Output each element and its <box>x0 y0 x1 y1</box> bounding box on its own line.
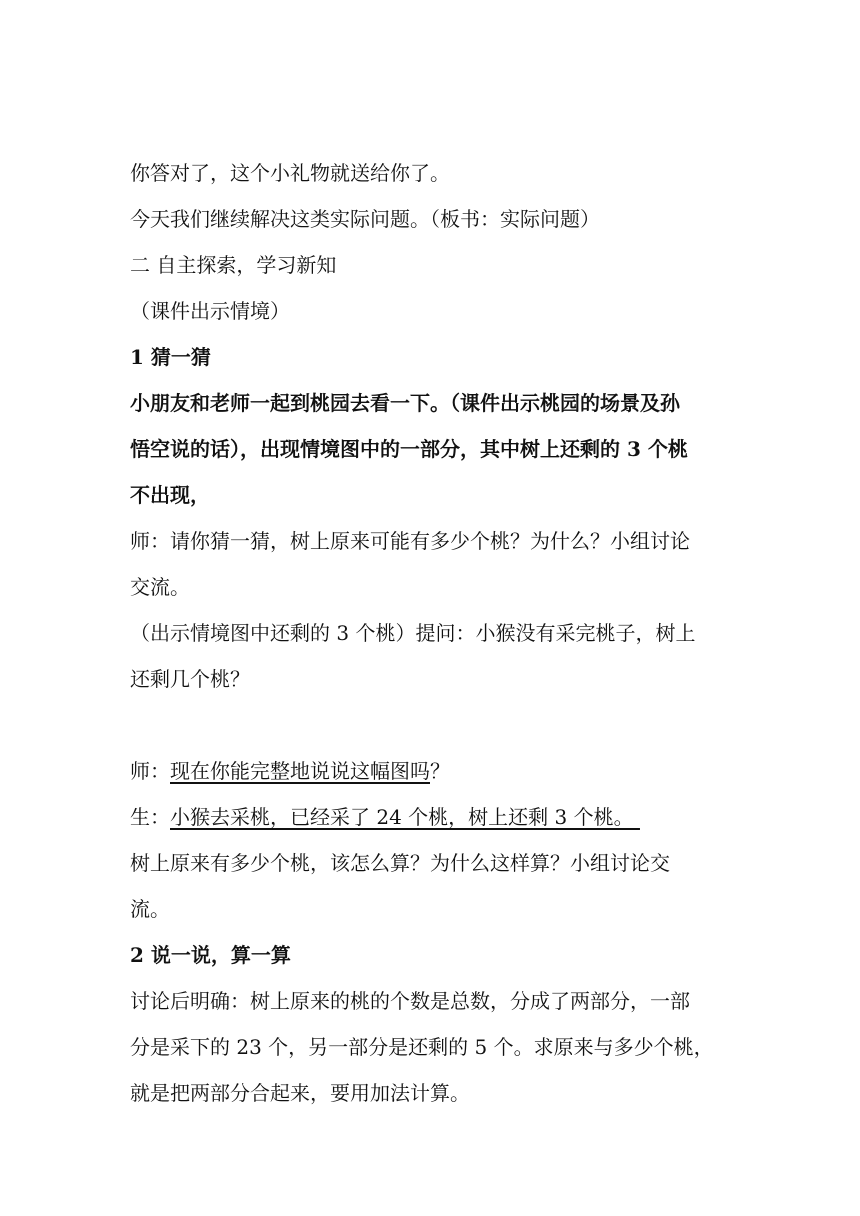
question-mark: ？ <box>430 759 450 783</box>
text-line-today-topic: 今天我们继续解决这类实际问题。（板书：实际问题） <box>130 207 600 231</box>
text-line-reward: 你答对了，这个小礼物就送给你了。 <box>130 161 450 185</box>
section-heading-explore: 二 自主探索，学习新知 <box>130 253 337 277</box>
paragraph-line: 师：请你猜一猜，树上原来可能有多少个桃？为什么？小组讨论 <box>130 529 690 553</box>
paragraph-line: 就是把两部分合起来，要用加法计算。 <box>130 1081 470 1105</box>
blank-line <box>130 702 736 748</box>
lesson-plan-text <box>130 150 736 1116</box>
paragraph-line: 分是采下的 23 个，另一部分是还剩的 5 个。求原来与多少个桃， <box>130 1035 714 1059</box>
underlined-answer: 小猴去采桃，已经采了 24 个桃，树上还剩 3 个桃。 <box>170 805 640 829</box>
text-line-student-answer <box>130 794 736 840</box>
paragraph-line: 还剩几个桃？ <box>130 667 250 691</box>
paragraph-how-to-calc <box>130 840 736 932</box>
paragraph-line: 悟空说的话），出现情境图中的一部分，其中树上还剩的 3 个桃 <box>130 437 688 461</box>
paragraph-teacher-guess <box>130 518 736 610</box>
text-line-teacher-question <box>130 748 736 794</box>
speaker-label: 生： <box>130 805 170 829</box>
subheading-guess: 1 猜一猜 <box>130 345 211 369</box>
subheading-say-and-calc: 2 说一说，算一算 <box>130 943 291 967</box>
paragraph-peach-garden <box>130 380 736 518</box>
paragraph-line: （出示情境图中还剩的 3 个桃）提问：小猴没有采完桃子，树上 <box>130 621 696 645</box>
paragraph-line: 讨论后明确：树上原来的桃的个数是总数，分成了两部分，一部 <box>130 989 690 1013</box>
paragraph-conclusion <box>130 978 736 1116</box>
underlined-question: 现在你能完整地说说这幅图吗 <box>170 759 430 783</box>
paragraph-remaining-peaches <box>130 610 736 702</box>
speaker-label: 师： <box>130 759 170 783</box>
paragraph-line: 交流。 <box>130 575 190 599</box>
paragraph-line: 流。 <box>130 897 170 921</box>
paragraph-line: 小朋友和老师一起到桃园去看一下。（课件出示桃园的场景及孙 <box>130 391 680 415</box>
text-line-courseware: （课件出示情境） <box>130 299 290 323</box>
paragraph-line: 不出现， <box>130 483 210 507</box>
paragraph-line: 树上原来有多少个桃，该怎么算？为什么这样算？小组讨论交 <box>130 851 670 875</box>
